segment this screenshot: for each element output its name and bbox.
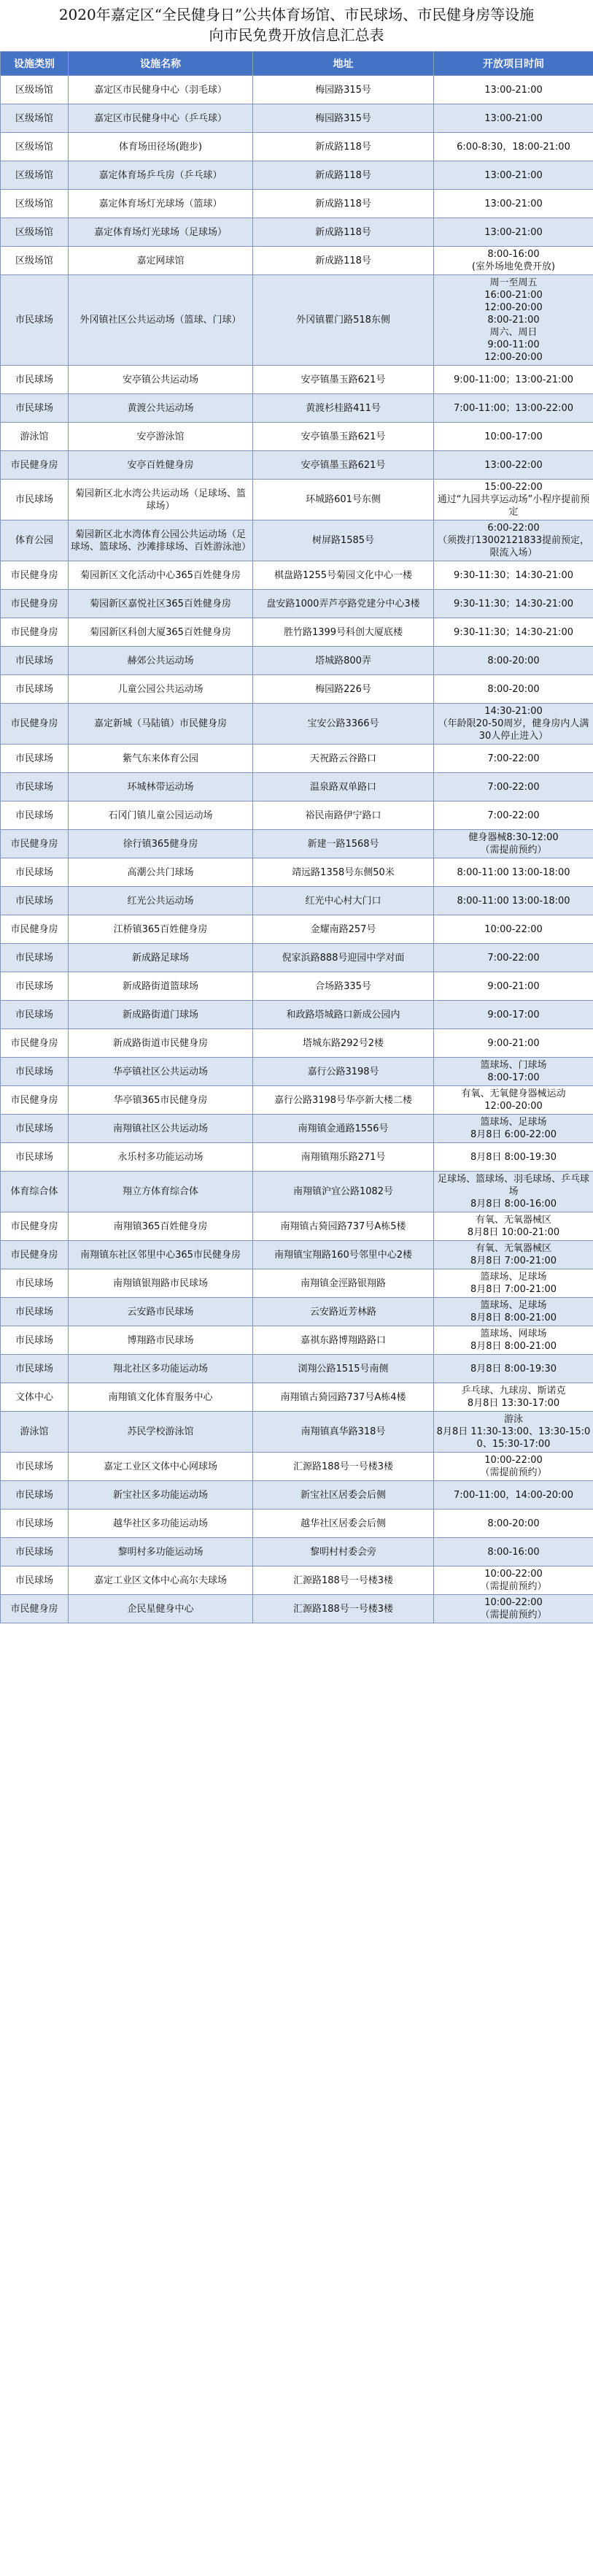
row-address: 新成路118号 bbox=[253, 218, 434, 247]
row-open-time: 9:00-17:00 bbox=[434, 1001, 593, 1029]
row-category: 市民球场 bbox=[1, 801, 69, 830]
row-open-time: 篮球场、网球场 8月8日 8:00-21:00 bbox=[434, 1326, 593, 1355]
row-category: 区级场馆 bbox=[1, 161, 69, 190]
table-row bbox=[1, 76, 593, 104]
row-address: 新成路118号 bbox=[253, 161, 434, 190]
row-facility-name: 安亭游泳馆 bbox=[69, 423, 253, 451]
document-title bbox=[0, 0, 593, 51]
row-open-time: 13:00-22:00 bbox=[434, 451, 593, 480]
row-open-time: 乒乓球、九球房、斯诺克 8月8日 13:30-17:00 bbox=[434, 1383, 593, 1412]
row-open-time: 9:00-11:00；13:00-21:00 bbox=[434, 366, 593, 394]
table-row bbox=[1, 1143, 593, 1172]
row-open-time: 13:00-21:00 bbox=[434, 161, 593, 190]
row-facility-name: 黎明村多功能运动场 bbox=[69, 1538, 253, 1566]
header-address: 地址 bbox=[253, 52, 434, 76]
row-facility-name: 嘉定体育场灯光球场（篮球） bbox=[69, 190, 253, 218]
row-address: 越华社区居委会后侧 bbox=[253, 1510, 434, 1538]
row-facility-name: 南翔镇365百姓健身房 bbox=[69, 1212, 253, 1241]
row-category: 市民球场 bbox=[1, 1058, 69, 1086]
title-line-2: 向市民免费开放信息汇总表 bbox=[209, 26, 384, 44]
row-category: 市民球场 bbox=[1, 944, 69, 972]
row-open-time: 8:00-11:00 13:00-18:00 bbox=[434, 858, 593, 887]
table-row bbox=[1, 247, 593, 275]
table-row bbox=[1, 1355, 593, 1383]
row-open-time: 13:00-21:00 bbox=[434, 104, 593, 133]
row-category: 市民球场 bbox=[1, 1538, 69, 1566]
row-open-time: 8月8日 8:00-19:30 bbox=[434, 1143, 593, 1172]
table-row bbox=[1, 704, 593, 745]
row-address: 和政路塔城路口新成公园内 bbox=[253, 1001, 434, 1029]
row-address: 合场路335号 bbox=[253, 972, 434, 1001]
table-row bbox=[1, 480, 593, 520]
row-address: 梅园路315号 bbox=[253, 104, 434, 133]
row-open-time: 13:00-21:00 bbox=[434, 76, 593, 104]
table-row bbox=[1, 1172, 593, 1212]
row-facility-name: 安亭镇公共运动场 bbox=[69, 366, 253, 394]
row-category: 体育综合体 bbox=[1, 1172, 69, 1212]
row-category: 市民球场 bbox=[1, 1115, 69, 1143]
table-row bbox=[1, 1595, 593, 1623]
row-category: 市民球场 bbox=[1, 858, 69, 887]
row-category: 市民球场 bbox=[1, 1453, 69, 1481]
row-address: 新成路118号 bbox=[253, 133, 434, 161]
row-address: 金耀南路257号 bbox=[253, 915, 434, 944]
row-open-time: 8:00-16:00 (室外场地免费开放) bbox=[434, 247, 593, 275]
row-address: 安亭镇墨玉路621号 bbox=[253, 366, 434, 394]
header-name: 设施名称 bbox=[69, 52, 253, 76]
row-category: 市民健身房 bbox=[1, 1029, 69, 1058]
row-facility-name: 红光公共运动场 bbox=[69, 887, 253, 915]
table-row bbox=[1, 1029, 593, 1058]
row-open-time: 6:00-8:30，18:00-21:00 bbox=[434, 133, 593, 161]
row-open-time: 8:00-20:00 bbox=[434, 647, 593, 675]
table-row bbox=[1, 423, 593, 451]
row-open-time: 篮球场、足球场 8月8日 6:00-22:00 bbox=[434, 1115, 593, 1143]
row-category: 市民球场 bbox=[1, 745, 69, 773]
row-category: 区级场馆 bbox=[1, 133, 69, 161]
row-address: 南翔镇沪宜公路1082号 bbox=[253, 1172, 434, 1212]
table-row bbox=[1, 745, 593, 773]
row-open-time: 7:00-22:00 bbox=[434, 944, 593, 972]
header-time: 开放项目时间 bbox=[434, 52, 593, 76]
table-row bbox=[1, 394, 593, 423]
row-open-time: 8:00-11:00 13:00-18:00 bbox=[434, 887, 593, 915]
row-open-time: 14:30-21:00 （年龄限20-50周岁，健身房内人满30人停止进入） bbox=[434, 704, 593, 745]
table-row bbox=[1, 1383, 593, 1412]
row-facility-name: 徐行镇365健身房 bbox=[69, 830, 253, 858]
table-row bbox=[1, 1241, 593, 1269]
row-facility-name: 新成路街道市民健身房 bbox=[69, 1029, 253, 1058]
row-address: 黄渡杉桂路411号 bbox=[253, 394, 434, 423]
row-address: 宝安公路3366号 bbox=[253, 704, 434, 745]
row-address: 新成路118号 bbox=[253, 247, 434, 275]
table-row bbox=[1, 133, 593, 161]
row-facility-name: 菊园新区北水湾公共运动场（足球场、篮球场） bbox=[69, 480, 253, 520]
table-row bbox=[1, 1212, 593, 1241]
row-open-time: 游泳 8月8日 11:30-13:00、13:30-15:00、15:30-17:00 bbox=[434, 1412, 593, 1453]
row-facility-name: 嘉定新城（马陆镇）市民健身房 bbox=[69, 704, 253, 745]
row-open-time: 10:00-22:00 （需提前预约） bbox=[434, 1453, 593, 1481]
row-open-time: 10:00-22:00 （需提前预约） bbox=[434, 1595, 593, 1623]
row-address: 新建一路1568号 bbox=[253, 830, 434, 858]
row-open-time: 7:00-22:00 bbox=[434, 773, 593, 801]
row-facility-name: 南翔镇东社区邻里中心365市民健身房 bbox=[69, 1241, 253, 1269]
row-category: 市民球场 bbox=[1, 1001, 69, 1029]
row-open-time: 9:30-11:30；14:30-21:00 bbox=[434, 561, 593, 590]
row-category: 区级场馆 bbox=[1, 218, 69, 247]
row-address: 环城路601号东侧 bbox=[253, 480, 434, 520]
table-row bbox=[1, 1412, 593, 1453]
row-facility-name: 嘉定体育场乒乓房（乒乓球） bbox=[69, 161, 253, 190]
row-facility-name: 永乐村多功能运动场 bbox=[69, 1143, 253, 1172]
row-facility-name: 儿童公园公共运动场 bbox=[69, 675, 253, 704]
row-facility-name: 紫气东来体育公园 bbox=[69, 745, 253, 773]
row-open-time: 有氧、无氧器械区 8月8日 7:00-21:00 bbox=[434, 1241, 593, 1269]
row-address: 浏翔公路1515号南侧 bbox=[253, 1355, 434, 1383]
table-body bbox=[1, 76, 593, 1623]
row-category: 市民球场 bbox=[1, 675, 69, 704]
row-address: 树屏路1585号 bbox=[253, 520, 434, 561]
table-row bbox=[1, 218, 593, 247]
row-open-time: 10:00-17:00 bbox=[434, 423, 593, 451]
row-facility-name: 嘉定工业区文体中心高尔夫球场 bbox=[69, 1566, 253, 1595]
table-row bbox=[1, 887, 593, 915]
row-open-time: 健身器械8:30-12:00 （需提前预约） bbox=[434, 830, 593, 858]
row-open-time: 7:00-22:00 bbox=[434, 801, 593, 830]
table-row bbox=[1, 561, 593, 590]
table-row bbox=[1, 1298, 593, 1326]
row-address: 天祝路云谷路口 bbox=[253, 745, 434, 773]
header-category: 设施类别 bbox=[1, 52, 69, 76]
table-row bbox=[1, 1453, 593, 1481]
row-facility-name: 新成路足球场 bbox=[69, 944, 253, 972]
table-row bbox=[1, 858, 593, 887]
table-row bbox=[1, 1326, 593, 1355]
row-facility-name: 嘉定体育场灯光球场（足球场） bbox=[69, 218, 253, 247]
table-row bbox=[1, 647, 593, 675]
row-open-time: 足球场、篮球场、羽毛球场、乒乓球场 8月8日 8:00-16:00 bbox=[434, 1172, 593, 1212]
row-address: 盘安路1000弄芦亭路党建分中心3楼 bbox=[253, 590, 434, 618]
row-category: 体育公园 bbox=[1, 520, 69, 561]
header-row bbox=[1, 52, 593, 76]
table-row bbox=[1, 915, 593, 944]
table-row bbox=[1, 590, 593, 618]
row-open-time: 8:00-20:00 bbox=[434, 675, 593, 704]
row-category: 市民球场 bbox=[1, 972, 69, 1001]
row-category: 市民健身房 bbox=[1, 830, 69, 858]
row-category: 市民球场 bbox=[1, 1143, 69, 1172]
row-open-time: 有氧、无氧器械区 8月8日 10:00-21:00 bbox=[434, 1212, 593, 1241]
row-facility-name: 江桥镇365百姓健身房 bbox=[69, 915, 253, 944]
row-open-time: 篮球场、足球场 8月8日 8:00-21:00 bbox=[434, 1298, 593, 1326]
row-open-time: 6:00-22:00 （须拨打13002121833提前预定，限流入场） bbox=[434, 520, 593, 561]
table-row bbox=[1, 1058, 593, 1086]
table-row bbox=[1, 161, 593, 190]
row-category: 市民球场 bbox=[1, 1481, 69, 1510]
row-category: 市民球场 bbox=[1, 366, 69, 394]
row-category: 市民健身房 bbox=[1, 618, 69, 647]
row-facility-name: 越华社区多功能运动场 bbox=[69, 1510, 253, 1538]
row-open-time: 7:00-22:00 bbox=[434, 745, 593, 773]
row-open-time: 7:00-11:00，14:00-20:00 bbox=[434, 1481, 593, 1510]
row-open-time: 7:00-11:00；13:00-22:00 bbox=[434, 394, 593, 423]
row-open-time: 15:00-22:00 通过“九园共享运动场”小程序提前预定 bbox=[434, 480, 593, 520]
row-category: 市民健身房 bbox=[1, 915, 69, 944]
table-row bbox=[1, 1269, 593, 1298]
row-category: 市民健身房 bbox=[1, 704, 69, 745]
row-address: 嘉行公路3198号华亭新大楼二楼 bbox=[253, 1086, 434, 1115]
row-facility-name: 翔立方体育综合体 bbox=[69, 1172, 253, 1212]
table-row bbox=[1, 1538, 593, 1566]
row-category: 市民健身房 bbox=[1, 590, 69, 618]
row-open-time: 8月8日 8:00-19:30 bbox=[434, 1355, 593, 1383]
row-category: 市民球场 bbox=[1, 480, 69, 520]
row-facility-name: 体育场田径场(跑步) bbox=[69, 133, 253, 161]
row-address: 南翔镇金通路1556号 bbox=[253, 1115, 434, 1143]
row-address: 南翔镇宝翔路160号邻里中心2楼 bbox=[253, 1241, 434, 1269]
row-address: 塔城路800弄 bbox=[253, 647, 434, 675]
row-facility-name: 华亭镇社区公共运动场 bbox=[69, 1058, 253, 1086]
row-category: 游泳馆 bbox=[1, 1412, 69, 1453]
table-row bbox=[1, 801, 593, 830]
row-facility-name: 外冈镇社区公共运动场（篮球、门球） bbox=[69, 275, 253, 366]
row-address: 云安路近芳林路 bbox=[253, 1298, 434, 1326]
row-facility-name: 嘉定工业区文体中心网球场 bbox=[69, 1453, 253, 1481]
row-open-time: 篮球场、足球场 8月8日 7:00-21:00 bbox=[434, 1269, 593, 1298]
row-facility-name: 南翔镇社区公共运动场 bbox=[69, 1115, 253, 1143]
row-facility-name: 环城林带运动场 bbox=[69, 773, 253, 801]
row-category: 市民球场 bbox=[1, 1566, 69, 1595]
row-facility-name: 南翔镇文化体育服务中心 bbox=[69, 1383, 253, 1412]
row-address: 温泉路双单路口 bbox=[253, 773, 434, 801]
row-facility-name: 企民星健身中心 bbox=[69, 1595, 253, 1623]
row-facility-name: 菊园新区科创大厦365百姓健身房 bbox=[69, 618, 253, 647]
row-category: 市民健身房 bbox=[1, 561, 69, 590]
row-open-time: 9:30-11:30；14:30-21:00 bbox=[434, 590, 593, 618]
row-category: 市民健身房 bbox=[1, 1212, 69, 1241]
row-open-time: 8:00-20:00 bbox=[434, 1510, 593, 1538]
table-row bbox=[1, 366, 593, 394]
table-row bbox=[1, 1086, 593, 1115]
table-row bbox=[1, 773, 593, 801]
table-row bbox=[1, 104, 593, 133]
row-open-time: 9:30-11:30；14:30-21:00 bbox=[434, 618, 593, 647]
row-category: 市民球场 bbox=[1, 275, 69, 366]
row-address: 外冈镇瞿门路518东侧 bbox=[253, 275, 434, 366]
row-facility-name: 高潮公共门球场 bbox=[69, 858, 253, 887]
row-open-time: 有氧、无氧健身器械运动 12:00-20:00 bbox=[434, 1086, 593, 1115]
row-facility-name: 黄渡公共运动场 bbox=[69, 394, 253, 423]
row-address: 胜竹路1399号科创大厦底楼 bbox=[253, 618, 434, 647]
row-facility-name: 苏民学校游泳馆 bbox=[69, 1412, 253, 1453]
row-open-time: 周一至周五 16:00-21:00 12:00-20:00 8:00-21:00 周六、周日 9:00-11:00 12:00-20:00 bbox=[434, 275, 593, 366]
row-open-time: 9:00-21:00 bbox=[434, 1029, 593, 1058]
row-facility-name: 博翔路市民球场 bbox=[69, 1326, 253, 1355]
row-address: 嘉祺东路博翔路路口 bbox=[253, 1326, 434, 1355]
row-category: 市民健身房 bbox=[1, 451, 69, 480]
row-open-time: 篮球场、门球场 8:00-17:00 bbox=[434, 1058, 593, 1086]
row-open-time: 10:00-22:00 （需提前预约） bbox=[434, 1566, 593, 1595]
row-address: 南翔镇古猗园路737号A栋4楼 bbox=[253, 1383, 434, 1412]
row-facility-name: 菊园新区嘉悦社区365百姓健身房 bbox=[69, 590, 253, 618]
row-open-time: 13:00-21:00 bbox=[434, 218, 593, 247]
table-row bbox=[1, 1001, 593, 1029]
row-category: 市民球场 bbox=[1, 1326, 69, 1355]
row-category: 市民球场 bbox=[1, 887, 69, 915]
row-address: 汇源路188号一号楼3楼 bbox=[253, 1595, 434, 1623]
row-category: 市民球场 bbox=[1, 394, 69, 423]
row-address: 南翔镇翔乐路271号 bbox=[253, 1143, 434, 1172]
row-address: 塔城东路292号2楼 bbox=[253, 1029, 434, 1058]
row-facility-name: 菊园新区北水湾体育公园公共运动场（足球场、篮球场、沙滩排球场、百姓游泳池） bbox=[69, 520, 253, 561]
row-category: 区级场馆 bbox=[1, 247, 69, 275]
row-address: 倪家浜路888号迎园中学对面 bbox=[253, 944, 434, 972]
row-facility-name: 石冈门镇儿童公园运动场 bbox=[69, 801, 253, 830]
row-address: 棋盘路1255号菊园文化中心一楼 bbox=[253, 561, 434, 590]
row-address: 梅园路315号 bbox=[253, 76, 434, 104]
row-address: 安亭镇墨玉路621号 bbox=[253, 451, 434, 480]
row-facility-name: 安亭百姓健身房 bbox=[69, 451, 253, 480]
row-open-time: 13:00-21:00 bbox=[434, 190, 593, 218]
row-category: 区级场馆 bbox=[1, 190, 69, 218]
row-address: 汇源路188号一号楼3楼 bbox=[253, 1566, 434, 1595]
row-facility-name: 菊园新区文化活动中心365百姓健身房 bbox=[69, 561, 253, 590]
row-address: 南翔镇金涇路银翔路 bbox=[253, 1269, 434, 1298]
row-address: 嘉行公路3198号 bbox=[253, 1058, 434, 1086]
row-category: 市民球场 bbox=[1, 1355, 69, 1383]
row-category: 市民健身房 bbox=[1, 1595, 69, 1623]
row-address: 安亭镇墨玉路621号 bbox=[253, 423, 434, 451]
row-address: 汇源路188号一号楼3楼 bbox=[253, 1453, 434, 1481]
row-facility-name: 华亭镇365市民健身房 bbox=[69, 1086, 253, 1115]
title-line-1: 2020年嘉定区“全民健身日”公共体育场馆、市民球场、市民健身房等设施 bbox=[58, 6, 535, 23]
row-category: 市民球场 bbox=[1, 1510, 69, 1538]
row-facility-name: 南翔镇银翔路市民球场 bbox=[69, 1269, 253, 1298]
table-row bbox=[1, 275, 593, 366]
facilities-table bbox=[0, 51, 593, 1623]
table-row bbox=[1, 1481, 593, 1510]
row-address: 梅园路226号 bbox=[253, 675, 434, 704]
row-address: 南翔镇真华路318号 bbox=[253, 1412, 434, 1453]
row-address: 红光中心村大门口 bbox=[253, 887, 434, 915]
row-facility-name: 新成路街道门球场 bbox=[69, 1001, 253, 1029]
row-category: 市民健身房 bbox=[1, 1241, 69, 1269]
row-category: 市民球场 bbox=[1, 1298, 69, 1326]
row-facility-name: 新宝社区多功能运动场 bbox=[69, 1481, 253, 1510]
table-row bbox=[1, 618, 593, 647]
row-category: 市民球场 bbox=[1, 1269, 69, 1298]
row-address: 黎明村村委会旁 bbox=[253, 1538, 434, 1566]
row-category: 游泳馆 bbox=[1, 423, 69, 451]
row-facility-name: 嘉定网球馆 bbox=[69, 247, 253, 275]
row-facility-name: 赫郊公共运动场 bbox=[69, 647, 253, 675]
row-category: 文体中心 bbox=[1, 1383, 69, 1412]
table-row bbox=[1, 944, 593, 972]
table-row bbox=[1, 520, 593, 561]
row-open-time: 9:00-21:00 bbox=[434, 972, 593, 1001]
table-row bbox=[1, 1115, 593, 1143]
row-facility-name: 嘉定区市民健身中心（乒乓球） bbox=[69, 104, 253, 133]
row-facility-name: 云安路市民球场 bbox=[69, 1298, 253, 1326]
row-category: 区级场馆 bbox=[1, 76, 69, 104]
row-address: 新宝社区居委会后侧 bbox=[253, 1481, 434, 1510]
row-address: 靖远路1358号东侧50米 bbox=[253, 858, 434, 887]
table-row bbox=[1, 1510, 593, 1538]
table-row bbox=[1, 675, 593, 704]
table-row bbox=[1, 972, 593, 1001]
row-address: 南翔镇古猗园路737号A栋5楼 bbox=[253, 1212, 434, 1241]
row-facility-name: 嘉定区市民健身中心（羽毛球） bbox=[69, 76, 253, 104]
row-facility-name: 翔北社区多功能运动场 bbox=[69, 1355, 253, 1383]
row-address: 新成路118号 bbox=[253, 190, 434, 218]
table-row bbox=[1, 190, 593, 218]
row-open-time: 10:00-22:00 bbox=[434, 915, 593, 944]
table-row bbox=[1, 830, 593, 858]
row-category: 市民健身房 bbox=[1, 1086, 69, 1115]
row-category: 区级场馆 bbox=[1, 104, 69, 133]
table-row bbox=[1, 451, 593, 480]
row-address: 裕民南路伊宁路口 bbox=[253, 801, 434, 830]
row-open-time: 8:00-16:00 bbox=[434, 1538, 593, 1566]
row-facility-name: 新成路街道篮球场 bbox=[69, 972, 253, 1001]
row-category: 市民球场 bbox=[1, 647, 69, 675]
row-category: 市民球场 bbox=[1, 773, 69, 801]
table-row bbox=[1, 1566, 593, 1595]
